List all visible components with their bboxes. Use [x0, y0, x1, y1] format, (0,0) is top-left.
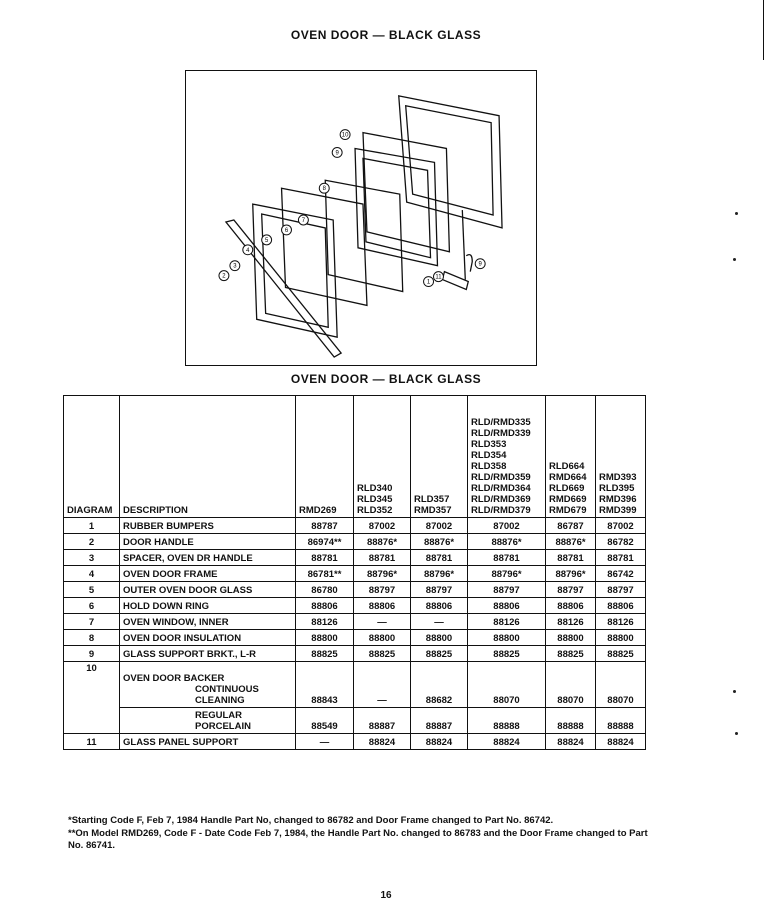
part-number-cell: 88887	[354, 708, 411, 734]
part-number-cell: 88796*	[546, 566, 596, 582]
scan-speck	[733, 258, 736, 261]
diagram-number-cell: 11	[64, 734, 120, 750]
table-row	[64, 708, 646, 734]
part-number-cell: 88682	[411, 662, 468, 708]
diagram-number-cell: 1	[64, 518, 120, 534]
col-header-model: RLD664 RMD664 RLD669 RMD669 RMD679	[546, 396, 596, 518]
part-number-cell: 88824	[546, 734, 596, 750]
col-header-model: RMD393 RLD395 RMD396 RMD399	[596, 396, 646, 518]
part-number-cell: 88824	[411, 734, 468, 750]
part-number-cell: 88888	[596, 708, 646, 734]
part-number-cell: 87002	[411, 518, 468, 534]
part-number-cell: 88888	[468, 708, 546, 734]
part-number-cell: 88781	[546, 550, 596, 566]
part-number-cell: 88797	[596, 582, 646, 598]
svg-text:9: 9	[478, 261, 482, 268]
part-number-cell: 88800	[411, 630, 468, 646]
diagram-number-cell: 6	[64, 598, 120, 614]
footnote: **On Model RMD269, Code F - Date Code Feb 7, 1984, the Handle Part No. changed to 86783 and the Door Frame changed to Part No. 86741.	[68, 828, 648, 851]
part-number-cell: 88800	[468, 630, 546, 646]
part-number-cell: 88824	[596, 734, 646, 750]
part-number-cell: 88797	[546, 582, 596, 598]
part-number-cell: 88781	[596, 550, 646, 566]
part-number-cell: 88825	[468, 646, 546, 662]
table-row	[64, 518, 646, 534]
description-cell: GLASS SUPPORT BRKT., L-R	[120, 646, 296, 662]
part-number-cell: 88806	[411, 598, 468, 614]
svg-text:5: 5	[264, 237, 269, 244]
description-cell: OVEN WINDOW, INNER	[120, 614, 296, 630]
outer-glass	[282, 188, 367, 305]
description-cell: HOLD DOWN RING	[120, 598, 296, 614]
diagram-number-cell: 8	[64, 630, 120, 646]
part-number-cell: 88800	[354, 630, 411, 646]
part-number-cell: 86787	[546, 518, 596, 534]
description-cell	[120, 662, 296, 708]
description-cell: OVEN DOOR INSULATION	[120, 630, 296, 646]
table-row	[64, 566, 646, 582]
part-number-cell: 88796*	[411, 566, 468, 582]
table-row	[64, 582, 646, 598]
scan-speck	[735, 212, 738, 215]
part-number-cell: 88797	[468, 582, 546, 598]
part-number-cell: 88070	[468, 662, 546, 708]
part-number-cell: 88797	[354, 582, 411, 598]
table-row	[64, 662, 646, 708]
part-number-cell: 88876*	[354, 534, 411, 550]
part-number-cell: 88796*	[468, 566, 546, 582]
table-row	[64, 734, 646, 750]
svg-text:8: 8	[322, 186, 326, 193]
footnote: *Starting Code F, Feb 7, 1984 Handle Part No, changed to 86782 and Door Frame changed to Part No. 86742.	[68, 815, 554, 826]
part-number-cell: 88070	[546, 662, 596, 708]
part-number-cell: 88825	[596, 646, 646, 662]
scan-speck	[733, 690, 736, 693]
part-number-cell: 88806	[296, 598, 354, 614]
header-row	[64, 396, 646, 518]
svg-text:2: 2	[222, 273, 226, 280]
backer-title: OVEN DOOR BACKER	[123, 673, 225, 684]
part-number-cell: 88781	[411, 550, 468, 566]
part-number-cell: 86782	[596, 534, 646, 550]
part-number-cell: 86781**	[296, 566, 354, 582]
part-number-cell: 88126	[296, 614, 354, 630]
part-number-cell: 88797	[411, 582, 468, 598]
part-number-cell: 88549	[296, 708, 354, 734]
description-cell	[120, 708, 296, 734]
part-number-cell: 88888	[546, 708, 596, 734]
svg-text:10: 10	[341, 132, 349, 139]
table-row	[64, 630, 646, 646]
svg-text:1: 1	[426, 279, 431, 286]
part-number-cell: —	[296, 734, 354, 750]
description-cell: RUBBER BUMPERS	[120, 518, 296, 534]
part-number-cell: 88806	[468, 598, 546, 614]
svg-text:11: 11	[435, 274, 442, 281]
part-number-cell: —	[354, 662, 411, 708]
diagram-number-cell: 4	[64, 566, 120, 582]
part-number-cell: 88825	[296, 646, 354, 662]
col-header-model: RLD340 RLD345 RLD352	[354, 396, 411, 518]
svg-text:4: 4	[246, 247, 250, 254]
diagram-number-cell: 7	[64, 614, 120, 630]
part-number-cell: 88781	[468, 550, 546, 566]
door-backer-panel	[399, 96, 502, 228]
part-number-cell: 88825	[354, 646, 411, 662]
part-number-cell: 86974**	[296, 534, 354, 550]
part-number-cell: —	[354, 614, 411, 630]
col-header-diagram: DIAGRAM	[64, 396, 120, 518]
part-number-cell: 88876*	[468, 534, 546, 550]
parts-table	[63, 395, 646, 750]
diagram-number-cell: 2	[64, 534, 120, 550]
part-number-cell: 88126	[468, 614, 546, 630]
table-row	[64, 598, 646, 614]
part-number-cell: 88787	[296, 518, 354, 534]
backer-sub-label: REGULAR PORCELAIN	[195, 710, 251, 732]
description-cell: SPACER, OVEN DR HANDLE	[120, 550, 296, 566]
part-number-cell: 88825	[411, 646, 468, 662]
part-number-cell: 88796*	[354, 566, 411, 582]
col-header-model: RLD357 RMD357	[411, 396, 468, 518]
part-number-cell: 88843	[296, 662, 354, 708]
part-number-cell: 88876*	[546, 534, 596, 550]
table-row	[64, 614, 646, 630]
page-title: OVEN DOOR — BLACK GLASS	[290, 28, 482, 42]
table-title: OVEN DOOR — BLACK GLASS	[290, 372, 482, 386]
page-number: 16	[380, 890, 392, 901]
part-number-cell: 88806	[354, 598, 411, 614]
col-header-model: RLD/RMD335 RLD/RMD339 RLD353 RLD354 RLD358 RLD/RMD359 RLD/RMD364 RLD/RMD369 RLD/RMD379	[468, 396, 546, 518]
col-header-description: DESCRIPTION	[120, 396, 296, 518]
backer-sub-label: CONTINUOUS CLEANING	[195, 684, 259, 706]
scan-speck	[735, 732, 738, 735]
description-cell: DOOR HANDLE	[120, 534, 296, 550]
diagram-number-cell: 5	[64, 582, 120, 598]
part-number-cell: 88806	[596, 598, 646, 614]
part-number-cell: 88800	[596, 630, 646, 646]
exploded-view-drawing	[186, 71, 536, 365]
part-number-cell: 88126	[546, 614, 596, 630]
description-cell: OVEN DOOR FRAME	[120, 566, 296, 582]
part-number-cell: 88806	[546, 598, 596, 614]
diagram-number-cell: 9	[64, 646, 120, 662]
part-number-cell: 88887	[411, 708, 468, 734]
part-number-cell: 87002	[468, 518, 546, 534]
part-number-cell: 88070	[596, 662, 646, 708]
svg-text:3: 3	[233, 263, 237, 270]
part-number-cell: 88800	[546, 630, 596, 646]
svg-text:7: 7	[301, 217, 306, 224]
part-number-cell: —	[411, 614, 468, 630]
part-number-cell: 87002	[354, 518, 411, 534]
part-number-cell: 88781	[296, 550, 354, 566]
part-number-cell: 88824	[468, 734, 546, 750]
svg-text:6: 6	[284, 227, 289, 234]
table-row	[64, 534, 646, 550]
part-number-cell: 88126	[596, 614, 646, 630]
diagram-number-cell: 3	[64, 550, 120, 566]
part-number-cell: 88825	[546, 646, 596, 662]
exploded-door-diagram	[185, 70, 537, 366]
footnotes	[68, 815, 658, 853]
part-number-cell: 88824	[354, 734, 411, 750]
table-row	[64, 646, 646, 662]
description-cell: OUTER OVEN DOOR GLASS	[120, 582, 296, 598]
description-cell: GLASS PANEL SUPPORT	[120, 734, 296, 750]
part-number-cell: 87002	[596, 518, 646, 534]
diagram-number-cell: 10	[64, 662, 120, 734]
part-number-cell: 88781	[354, 550, 411, 566]
table-row	[64, 550, 646, 566]
part-number-cell: 86742	[596, 566, 646, 582]
part-number-cell: 86780	[296, 582, 354, 598]
part-number-cell: 88876*	[411, 534, 468, 550]
col-header-model: RMD269	[296, 396, 354, 518]
part-number-cell: 88800	[296, 630, 354, 646]
svg-text:9: 9	[335, 150, 339, 157]
